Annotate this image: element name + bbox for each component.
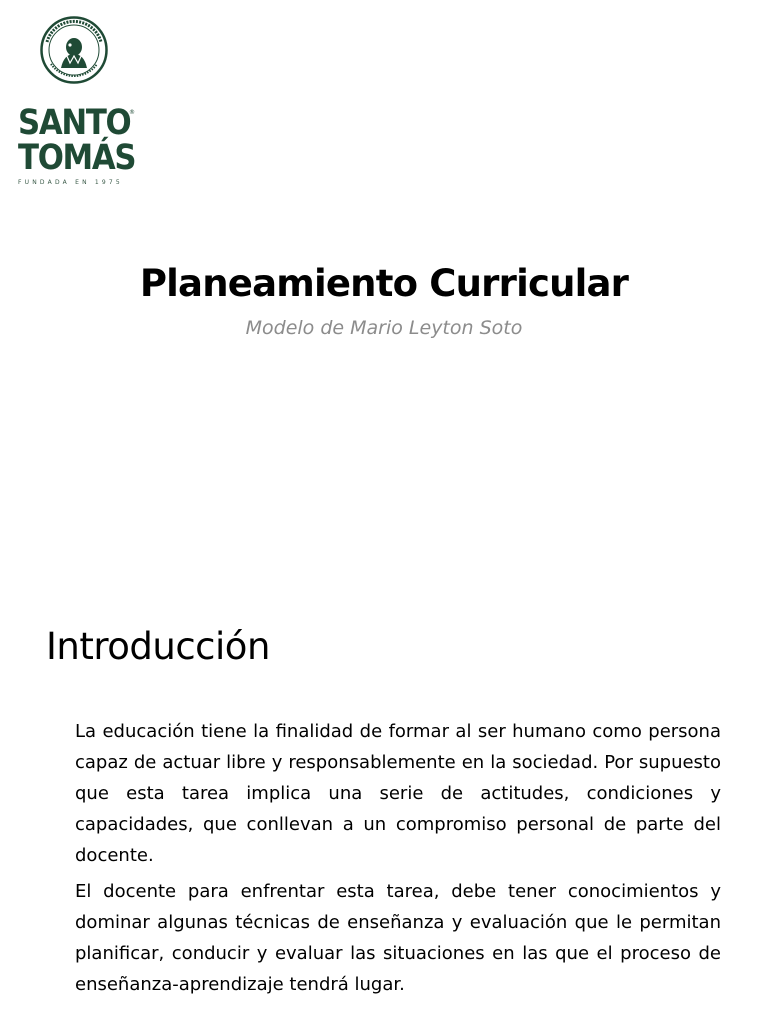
presentation-title: Planeamiento Curricular [139,262,629,305]
section-heading: Introducción [46,625,270,668]
presentation-subtitle: Modelo de Mario Leyton Soto [245,317,523,339]
brand-wordmark [18,103,138,186]
santo-tomas-seal-icon [39,16,109,84]
brand-tagline: FUNDADA EN 1975 [18,179,123,186]
body-text [75,716,721,1005]
introduction-slide [0,580,768,1024]
paragraph: El docente para enfrentar esta tarea, debe tener conocimientos y dominar algunas técnicas de enseñanza y evaluación que le permitan planificar, conducir y evaluar las situaciones en las que el proceso de enseñanza-aprendizaje tendrá lugar. [75,881,721,995]
paragraph: La educación tiene la finalidad de formar al ser humano como persona capaz de actuar libre y responsablemente en la sociedad. Por supuesto que esta tarea implica una serie de actitudes, condiciones y capacidades, que conllevan a un compromiso personal de parte del docente. [75,721,721,866]
registered-mark: ® [129,109,135,116]
brand-wordmark-line2: TOMÁS [18,138,136,178]
brand-wordmark-line1: SANTO [18,103,131,143]
